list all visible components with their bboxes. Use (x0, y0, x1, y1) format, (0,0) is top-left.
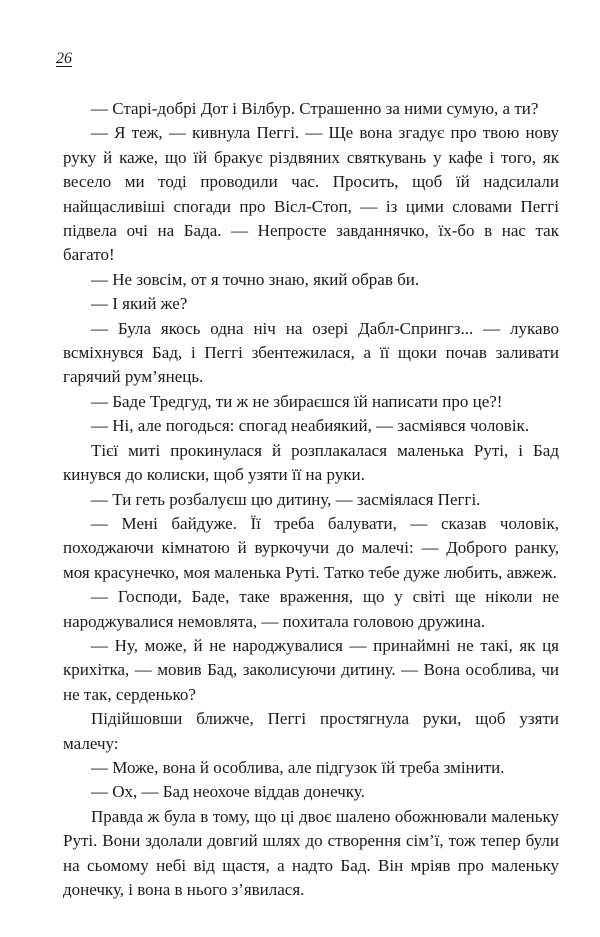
paragraph: — Я теж, — кивнула Пеггі. — Ще вона згадує про твою нову руку й каже, що їй бракує різдвяних святкувань у кафе і того, як весело ми тоді проводили час. Просить, щоб їй надсилали найщасливіші спогади про Вісл-Стоп, — із цими словами Пеггі підвела очі на Бада. — Непросте завданнячко, їх-бо в нас так багато! (63, 123, 559, 265)
paragraph: — Може, вона й особлива, але підгузок їй треба змінити. (91, 757, 505, 777)
page-number: 26 (56, 50, 72, 67)
paragraph: — Ні, але погодься: спогад неабиякий, — засміявся чоловік. (91, 416, 530, 436)
paragraph: — Баде Тредгуд, ти ж не збираєшся їй написати про це?! (91, 391, 503, 411)
paragraph: Підійшовши ближче, Пеггі простягнула руки, щоб узяти малечу: (63, 709, 559, 753)
paragraph: — Ну, може, й не народжувалися — принаймні не такі, як ця крихітка, — мовив Бад, заколисуючи дитину. — Вона особлива, чи не так, серденько? (63, 635, 559, 704)
paragraph: Тієї миті прокинулася й розплакалася маленька Руті, і Бад кинувся до колиски, щоб узяти її на руки. (63, 440, 559, 485)
paragraph: — Була якось одна ніч на озері Дабл-Спрингз... — лукаво всміхнувся Бад, і Пеггі збентежилася, а її щоки почав заливати гарячий рум’янець. (63, 318, 559, 387)
paragraph: — Ти геть розбалуєш цю дитину, — засміялася Пеггі. (91, 489, 481, 509)
paragraph: — І який же? (91, 294, 188, 314)
paragraph: Правда ж була в тому, що ці двоє шалено обожнювали маленьку Руті. Вони здолали довгий шлях до створення сім’ї, тож тепер були на сьомому небі від щастя, а надто Бад. Він мріяв про маленьку донечку, і вона в нього з’явилася. (63, 806, 559, 899)
paragraph: — Старі-добрі Дот і Вілбур. Страшенно за ними сумую, а ти? (91, 99, 539, 118)
paragraph: — Господи, Баде, таке враження, що у світі ще ніколи не народжувалися немовлята, — похитала головою дружина. (63, 587, 559, 631)
paragraph: — Ох, — Бад неохоче віддав донечку. (91, 782, 365, 802)
paragraph: — Не зовсім, от я точно знаю, який обрав би. (91, 269, 420, 289)
page-body-text (63, 97, 559, 902)
paragraph: — Мені байдуже. Її треба балувати, — сказав чоловік, походжаючи кімнатою й вуркочучи до малечі: — Доброго ранку, моя красунечко, моя маленька Руті. Татко тебе дуже любить, авжеж. (63, 513, 559, 582)
